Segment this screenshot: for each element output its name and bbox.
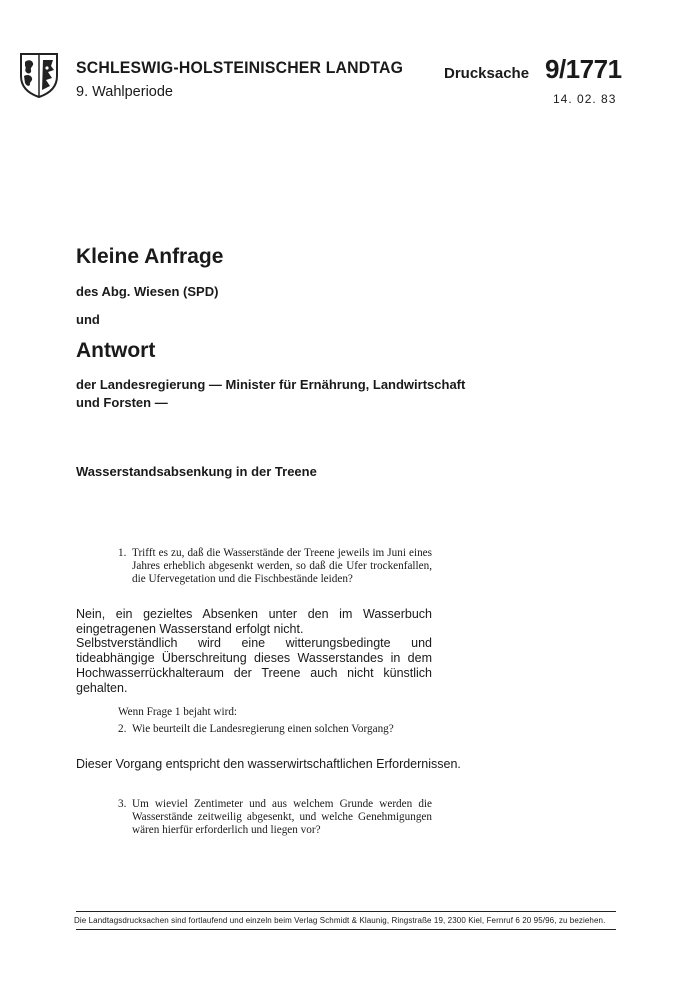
- answer-2: Dieser Vorgang entspricht den wasserwirtschaftlichen Erfordernissen.: [76, 757, 461, 771]
- question-1: [118, 547, 438, 587]
- footer-divider-top: [76, 911, 616, 912]
- answer-1-part-2: Selbstverständlich wird eine witterungsbedingte und tideabhängige Überschreitung dieses Wasserstandes in dem Hochwasserrückhalteraum der Treene auch nicht künstlich gehalten.: [76, 636, 432, 695]
- coat-of-arms-icon: [19, 52, 59, 98]
- question-number: 3.: [118, 798, 127, 810]
- condition-line: Wenn Frage 1 bejaht wird:: [118, 706, 238, 718]
- question-text: Wie beurteilt die Landesregierung einen solchen Vorgang?: [132, 723, 394, 735]
- footer-divider-bottom: [76, 929, 616, 930]
- question-3: [118, 798, 438, 838]
- subject-line: Wasserstandsabsenkung in der Treene: [76, 464, 317, 479]
- drucksache-label: Drucksache: [444, 65, 530, 82]
- footer-note: Die Landtagsdrucksachen sind fortlaufend und einzeln beim Verlag Schmidt & Klaunig, Ringstraße 19, 2300 Kiel, Fernruf 6 20 95/96, zu beziehen.: [74, 916, 606, 925]
- title-kleine-anfrage: Kleine Anfrage: [76, 245, 224, 268]
- drucksache-number: 9/1771: [545, 54, 622, 84]
- questioner-line: des Abg. Wiesen (SPD): [76, 284, 219, 299]
- question-2: [118, 723, 438, 737]
- document-date: 14. 02. 83: [553, 92, 617, 106]
- question-number: 1.: [118, 547, 127, 559]
- parliament-name: SCHLESWIG-HOLSTEINISCHER LANDTAG: [76, 58, 404, 77]
- question-text: Um wieviel Zentimeter und aus welchem Grunde werden die Wasserstände zeitweilig abgesenkt, und welche Genehmigungen wären hierfür erforderlich und liegen vor?: [132, 798, 432, 836]
- and-line: und: [76, 312, 100, 327]
- title-antwort: Antwort: [76, 339, 156, 362]
- question-text: Trifft es zu, daß die Wasserstände der Treene jeweils im Juni eines Jahres erheblich abgesenkt werden, so daß die Ufer trockenfallen, die Ufervegetation und die Fischbestände leiden?: [132, 547, 432, 585]
- question-number: 2.: [118, 723, 127, 735]
- answer-1-part-1: Nein, ein gezieltes Absenken unter den im Wasserbuch eingetragenen Wasserstand erfolgt nicht.: [76, 607, 432, 636]
- legislative-period: 9. Wahlperiode: [76, 84, 173, 100]
- government-line: der Landesregierung — Minister für Ernährung, Landwirtschaft und Forsten —: [76, 377, 466, 410]
